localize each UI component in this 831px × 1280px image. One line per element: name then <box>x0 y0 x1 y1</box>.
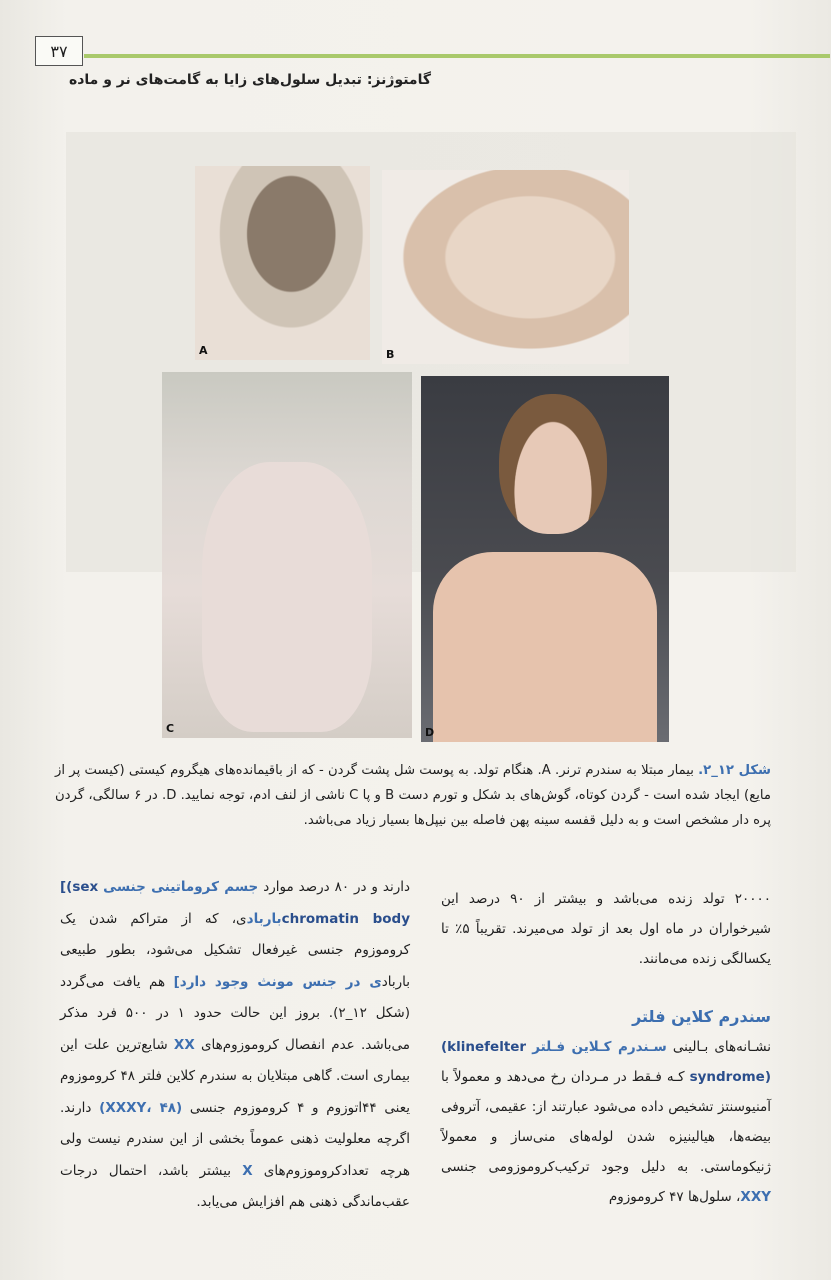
keyword-xx: XX <box>173 1036 195 1053</box>
page-number: ۳۷ <box>35 36 83 66</box>
section-title-klinefelter: سندرم کلاین فلتر <box>632 1007 771 1026</box>
panel-label-d: D <box>425 726 435 739</box>
text-run: ، سلول‌ها ۴۷ کروموزوم <box>608 1189 741 1205</box>
text-run: هم یافت می‌گردد (شکل ۱۲_۲). بروز این حالت حدود ۱ در ۵۰۰ فرد مذکر می‌باشد. عدم انفصال کروموزوم‌های <box>60 973 410 1053</box>
left-column <box>60 872 410 1219</box>
paragraph-klinefelter <box>441 1032 771 1212</box>
text-run: شایع‌ترین علت این بیماری است. گاهی مبتلایان به سندرم کلاین فلتر ۴۸ کروموزوم یعنی ۴۴اتوزوم و ۴ کروموزوم جنسی <box>60 1036 410 1116</box>
caption-text: بیمار مبتلا به سندرم ترنر. A. هنگام تولد. به پوست شل پشت گردن - که از باقیمانده‌های هیگروم کیستی (کیست پر از مایع) ایجاد شده است - گردن کوتاه، گوش‌های بد شکل و تورم دست B و پا C ناشی از لنف ادم، توجه نمایید. D. در ۶ سالگی، گردن پره دار مشخص است و به دلیل قفسه سینه پهن فاصله بین نیپل‌ها بسیار زیاد می‌باشد. <box>55 763 771 828</box>
figure-panel-b <box>382 170 629 364</box>
text-run: ی، که از متراکم شدن یک کروموزوم جنسی غیرفعال تشکیل می‌شود، بطور طبیعی بارباد <box>60 910 410 990</box>
text-run: کـه فـقط در مـردان رخ می‌دهد و معمولاً با آمنیوسنتز تشخیص داده می‌شود عبارتند از: عقیمی، آتروفی بیضه‌ها، هیالینیزه شدن لوله‌های منی‌ساز و معمولاً ژنیکوماستی. به دلیل وجود ترکیب‌کروموزومی جنسی <box>441 1069 771 1175</box>
keyword-xxy: XXY <box>740 1189 771 1205</box>
keyword-bracket: ی در جنس مونث وجود دارد] <box>173 973 382 990</box>
latin-term: [(sex chromatin body <box>60 879 410 927</box>
text-run: نشـانه‌های بـالینی <box>666 1039 772 1055</box>
figure-panel-c <box>162 372 412 738</box>
keyword-klinefelter: سـندرم کـلاین فـلتر <box>532 1039 667 1055</box>
keyword-xxxy: (XXXY، ۴۸) <box>99 1099 183 1116</box>
latin-term: (klinefelter syndrome) <box>441 1039 771 1085</box>
keyword-x: X <box>242 1162 253 1179</box>
panel-label-c: C <box>166 722 175 735</box>
torso-shape <box>433 552 657 742</box>
panel-label-a: A <box>199 344 208 357</box>
paragraph-turner-end: ۲۰۰۰۰ تولد زنده می‌باشد و بیشتر از ۹۰ درصد این شیرخواران در ماه اول بعد از تولد می‌میرند. تقریباً ۵٪ تا یکسالگی زنده می‌مانند. <box>441 891 772 967</box>
foot-shape <box>202 462 372 732</box>
header-rule <box>84 54 830 58</box>
text-run: بیشتر باشد، احتمال درجات عقب‌ماندگی ذهنی هم افزایش می‌یابد. <box>60 1162 410 1210</box>
figure-caption <box>55 758 771 833</box>
text-run: دارند و در ۸۰ درصد موارد <box>258 879 410 895</box>
figure-panel-d <box>421 376 669 742</box>
figure-panel-a <box>195 166 370 360</box>
keyword-barr: بارباد <box>246 910 282 927</box>
keyword-sex-chromatin: جسم کروماتینی جنسی <box>103 879 259 895</box>
head-shape <box>499 394 607 534</box>
chapter-title: گامتوژنز: تبدیل سلول‌های زایا به گامت‌های نر و ماده <box>68 72 431 88</box>
caption-label: شکل ۱۲_۲. <box>698 763 772 778</box>
panel-label-b: B <box>386 348 395 361</box>
text-run: دارند. اگرچه معلولیت ذهنی عموماً بخشی از این سندرم نیست ولی هرچه تعدادکروموزوم‌های <box>60 1099 410 1179</box>
right-column <box>441 880 771 1212</box>
